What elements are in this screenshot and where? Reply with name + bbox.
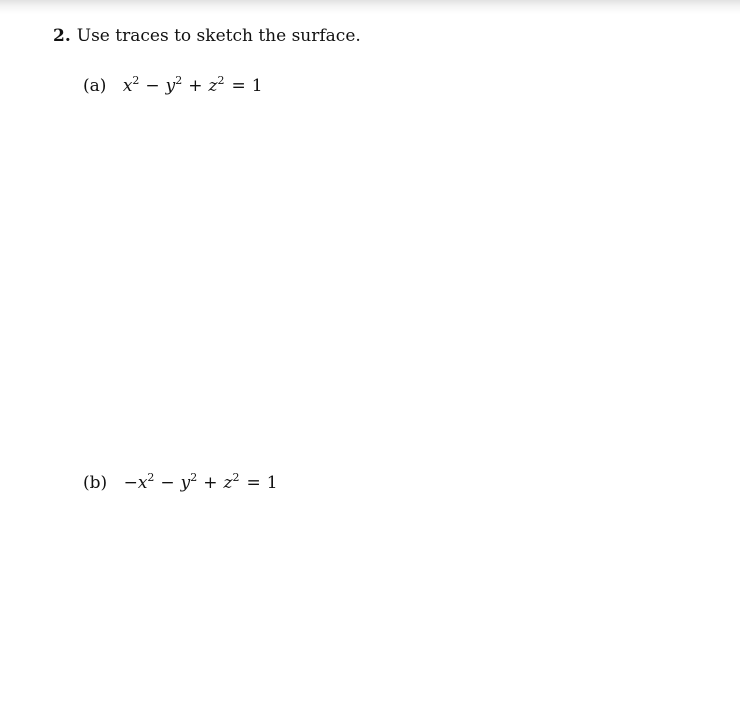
equation-term-z: z — [208, 76, 218, 96]
part-b-label: (b) — [83, 473, 108, 493]
equation-term-z: z — [223, 473, 233, 493]
equation-operator: − — [160, 473, 175, 493]
page-top-shadow — [0, 0, 740, 14]
equation-exponent: 2 — [175, 74, 183, 87]
problem-number: 2. — [53, 26, 71, 46]
equation-operator: + — [203, 473, 218, 493]
equation-equals: = — [246, 473, 261, 493]
equation-term-x: x — [137, 473, 148, 493]
part-a-label: (a) — [83, 76, 107, 96]
problem-instruction: Use traces to sketch the surface. — [76, 26, 361, 46]
equation-exponent: 2 — [190, 471, 198, 484]
equation-equals: = — [231, 76, 246, 96]
equation-exponent: 2 — [232, 471, 240, 484]
equation-term-y: y — [165, 76, 176, 96]
equation-exponent: 2 — [217, 74, 225, 87]
equation-term-x: x — [122, 76, 133, 96]
equation-operator: + — [188, 76, 203, 96]
equation-rhs: 1 — [251, 76, 263, 96]
problem-heading — [53, 25, 361, 47]
part-a-equation — [123, 75, 263, 97]
equation-operator: − — [145, 76, 160, 96]
part-b — [83, 472, 278, 494]
equation-exponent: 2 — [132, 74, 140, 87]
equation-rhs: 1 — [266, 473, 278, 493]
part-a — [83, 75, 263, 97]
equation-exponent: 2 — [147, 471, 155, 484]
equation-term-y: y — [180, 473, 191, 493]
equation-lead-sign: − — [123, 473, 138, 493]
part-b-equation — [124, 472, 278, 494]
